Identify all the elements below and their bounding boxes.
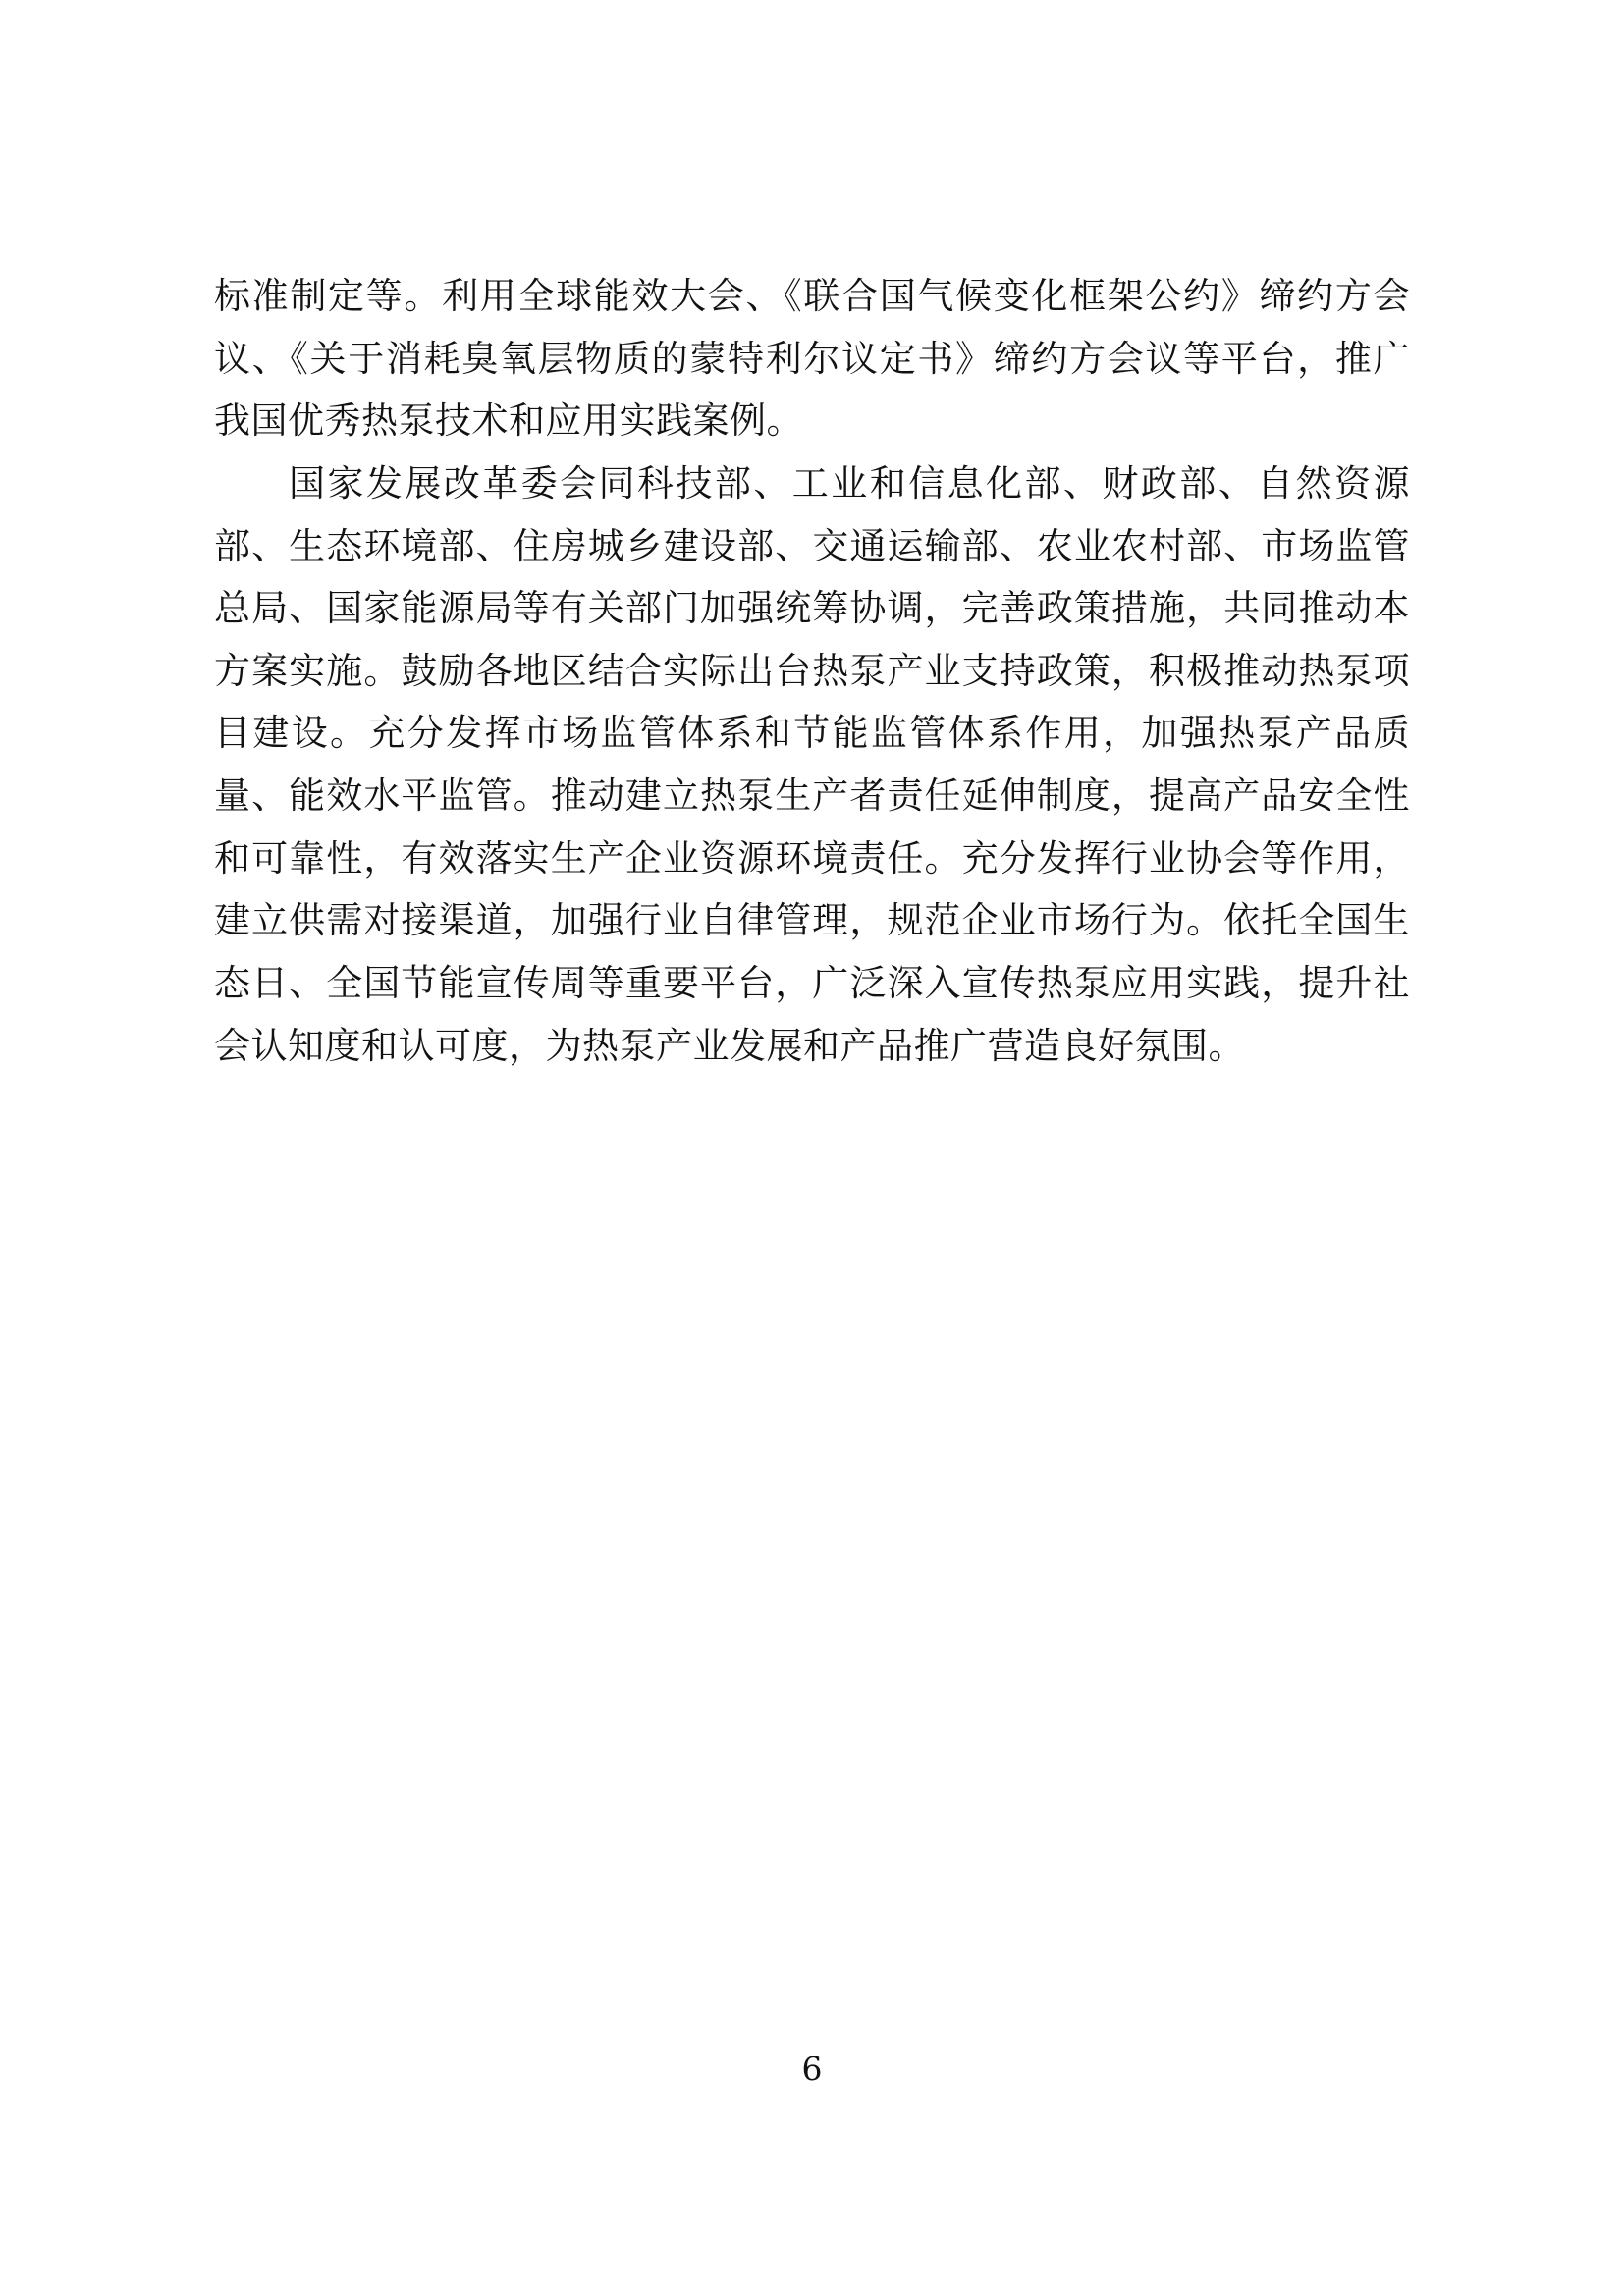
document-body: [214, 265, 1410, 1077]
paragraph-1: 标准制定等。利用全球能效大会、《联合国气候变化框架公约》缔约方会议、《关于消耗臭氧层物质的蒙特利尔议定书》缔约方会议等平台，推广我国优秀热泵技术和应用实践案例。: [214, 275, 1410, 443]
page-number: 6: [801, 2050, 823, 2088]
paragraph-2: 国家发展改革委会同科技部、工业和信息化部、财政部、自然资源部、生态环境部、住房城乡建设部、交通运输部、农业农村部、市场监管总局、国家能源局等有关部门加强统筹协调，完善政策措施，共同推动本方案实施。鼓励各地区结合实际出台热泵产业支持政策，积极推动热泵项目建设。充分发挥市场监管体系和节能监管体系作用，加强热泵产品质量、能效水平监管。推动建立热泵生产者责任延伸制度，提高产品安全性和可靠性，有效落实生产企业资源环境责任。充分发挥行业协会等作用，建立供需对接渠道，加强行业自律管理，规范企业市场行为。依托全国生态日、全国节能宣传周等重要平台，广泛深入宣传热泵应用实践，提升社会认知度和认可度，为热泵产业发展和产品推广营造良好氛围。: [214, 461, 1410, 1067]
